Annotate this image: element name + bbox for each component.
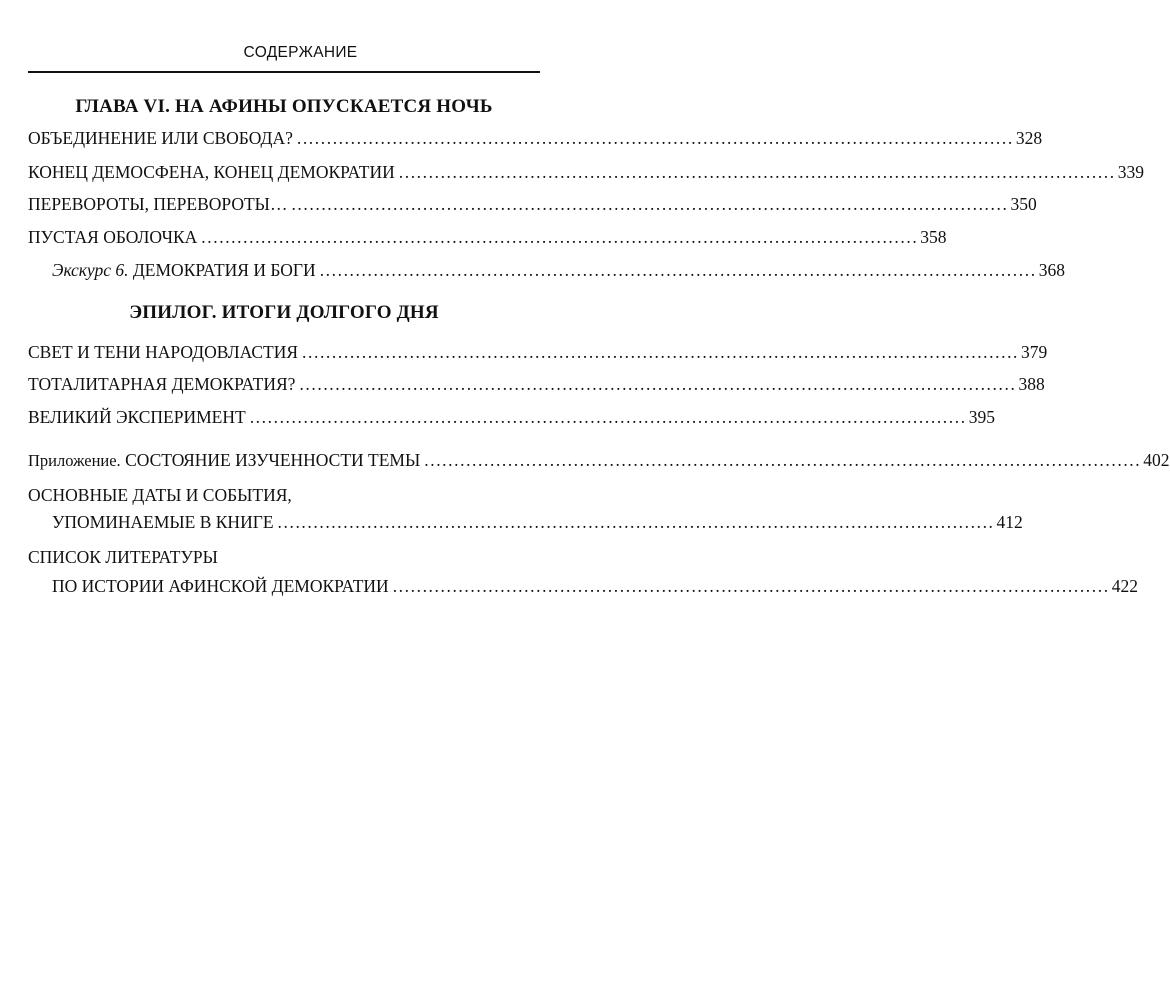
toc-entry-title: КОНЕЦ ДЕМОСФЕНА, КОНЕЦ ДЕМОКРАТИИ xyxy=(28,162,395,182)
dot-leader: ........................................................................................................................ xyxy=(392,576,1110,596)
toc-entry-excursus[interactable] xyxy=(52,259,1065,281)
toc-entry-appendix[interactable] xyxy=(28,449,1170,472)
dot-leader: ........................................................................................................................ xyxy=(296,128,1014,148)
toc-entry-page: 350 xyxy=(1010,194,1037,214)
toc-entry-title xyxy=(28,449,420,472)
running-head: СОДЕРЖАНИЕ xyxy=(243,44,358,61)
toc-entry-bibliography[interactable] xyxy=(52,575,1138,597)
toc-entry-title: ПЕРЕВОРОТЫ, ПЕРЕВОРОТЫ… xyxy=(28,194,288,214)
dot-leader: ........................................................................................................................ xyxy=(398,162,1116,182)
dot-leader: ........................................................................................................................ xyxy=(277,512,995,532)
toc-entry-page: 388 xyxy=(1018,374,1045,394)
appendix-title: СОСТОЯНИЕ ИЗУЧЕННОСТИ ТЕМЫ xyxy=(125,450,421,470)
toc-entry-title xyxy=(52,259,316,281)
toc-entry-page: 358 xyxy=(920,227,947,247)
toc-entry[interactable] xyxy=(28,406,995,428)
dot-leader: ........................................................................................................................ xyxy=(424,450,1142,470)
toc-entry[interactable] xyxy=(28,161,1144,183)
toc-entry-title: ТОТАЛИТАРНАЯ ДЕМОКРАТИЯ? xyxy=(28,374,296,394)
toc-entry[interactable] xyxy=(28,226,947,248)
toc-entry-page: 368 xyxy=(1038,260,1065,280)
toc-entry-page: 412 xyxy=(996,512,1023,532)
toc-entry-title: СВЕТ И ТЕНИ НАРОДОВЛАСТИЯ xyxy=(28,342,299,362)
epilogue-heading: ЭПИЛОГ. ИТОГИ ДОЛГОГО ДНЯ xyxy=(129,302,439,323)
toc-entry-title: ОБЪЕДИНЕНИЕ ИЛИ СВОБОДА? xyxy=(28,128,293,148)
excursus-prefix: Экскурс 6. xyxy=(52,260,129,280)
dot-leader: ........................................................................................................................ xyxy=(299,374,1017,394)
toc-entry[interactable] xyxy=(28,373,1045,395)
toc-entry-dates-line1[interactable]: ОСНОВНЫЕ ДАТЫ И СОБЫТИЯ, xyxy=(28,485,292,505)
toc-entry-page: 339 xyxy=(1117,162,1144,182)
excursus-title: ДЕМОКРАТИЯ И БОГИ xyxy=(132,260,316,280)
dot-leader: ........................................................................................................................ xyxy=(302,342,1020,362)
dot-leader: ........................................................................................................................ xyxy=(249,407,967,427)
toc-entry[interactable] xyxy=(28,127,1043,149)
dot-leader: ........................................................................................................................ xyxy=(201,227,919,247)
dot-leader: ........................................................................................................................ xyxy=(319,260,1037,280)
toc-entry-bibliography-line1[interactable]: СПИСОК ЛИТЕРАТУРЫ xyxy=(28,547,218,567)
toc-entry-dates[interactable] xyxy=(52,511,1023,533)
toc-entry-page: 328 xyxy=(1015,128,1043,148)
toc-entry[interactable] xyxy=(28,193,1037,215)
toc-entry-title: ПО ИСТОРИИ АФИНСКОЙ ДЕМОКРАТИИ xyxy=(52,576,389,596)
toc-entry-title: УПОМИНАЕМЫЕ В КНИГЕ xyxy=(52,512,274,532)
toc-entry-page: 379 xyxy=(1021,342,1048,362)
toc-entry-page: 395 xyxy=(968,407,995,427)
toc-entry-page: 422 xyxy=(1111,576,1138,596)
toc-entry-title: ВЕЛИКИЙ ЭКСПЕРИМЕНТ xyxy=(28,407,246,427)
appendix-prefix: Приложение. xyxy=(28,451,121,470)
toc-entry-page: 402 xyxy=(1143,450,1170,470)
toc-entry[interactable] xyxy=(28,341,1048,363)
dot-leader: ........................................................................................................................ xyxy=(291,194,1009,214)
toc-entry-title: ПУСТАЯ ОБОЛОЧКА xyxy=(28,227,198,247)
chapter-heading: ГЛАВА VI. НА АФИНЫ ОПУСКАЕТСЯ НОЧЬ xyxy=(75,96,493,117)
header-rule xyxy=(28,71,540,73)
